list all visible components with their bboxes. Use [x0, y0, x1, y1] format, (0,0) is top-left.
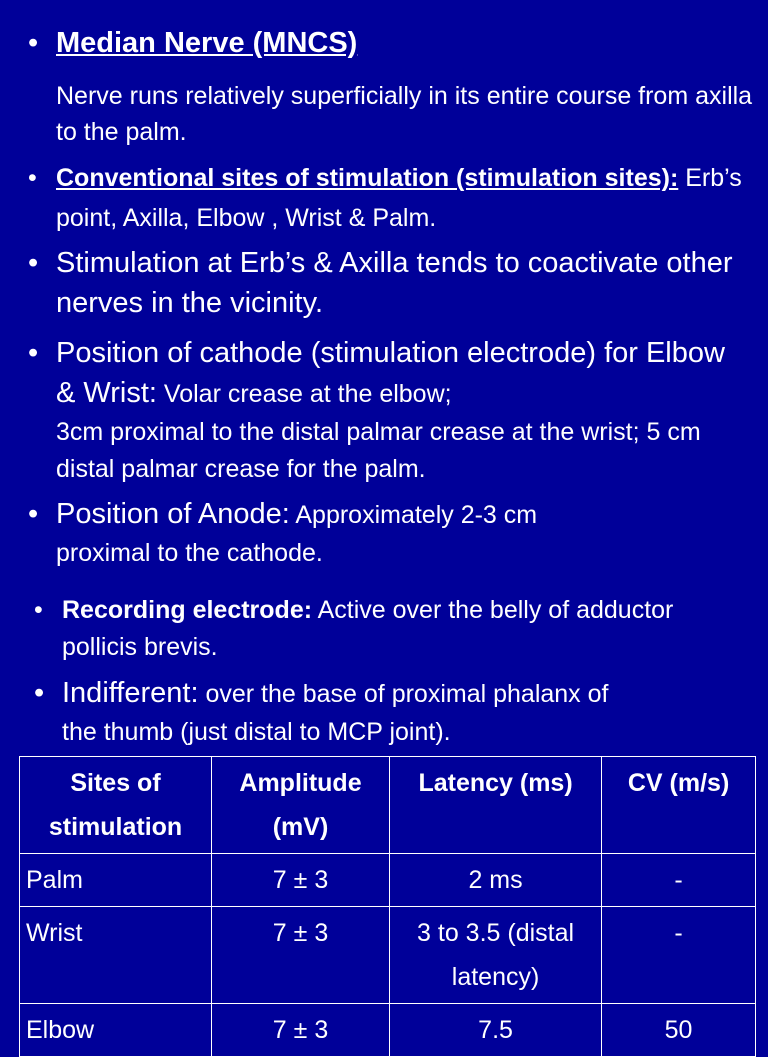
coactivation-text: Stimulation at Erb’s & Axilla tends to coactivate other nerves in the vicinity. [56, 247, 733, 319]
bullet-cathode-position [28, 333, 748, 488]
cell-latency: 3 to 3.5 (distal latency) [389, 907, 601, 1004]
bullet-dot: • [28, 164, 37, 192]
cell-cv: - [602, 854, 756, 907]
header-latency: Latency (ms) [389, 757, 601, 854]
bullet-anode-position [28, 494, 748, 571]
table-row [20, 854, 756, 907]
bullet-dot: • [28, 337, 39, 369]
anode-continuation: proximal to the cathode. [56, 539, 323, 567]
bullet-median-nerve [28, 26, 748, 61]
anode-lead: Position of Anode: [56, 498, 290, 530]
cell-site: Palm [20, 854, 212, 907]
bullet-stimulation-sites [28, 158, 748, 238]
cathode-continuation: 3cm proximal to the distal palmar crease at the wrist; 5 cm distal palmar crease for the palm. [56, 418, 701, 483]
recording-electrode-label: Recording electrode: [62, 596, 313, 624]
bullet-indifferent [34, 673, 748, 750]
header-cv: CV (m/s) [602, 757, 756, 854]
bullet-coactivation [28, 243, 748, 323]
cell-cv: - [602, 907, 756, 1004]
cathode-lead: Position of cathode (stimulation electrode) for Elbow & Wrist: [56, 337, 725, 409]
anode-small: Approximately 2-3 cm [289, 501, 538, 529]
stimulation-sites-label: Conventional sites of stimulation (stimulation sites): [56, 164, 679, 192]
bullet-dot: • [28, 247, 39, 279]
indifferent-continuation: the thumb (just distal to MCP joint). [62, 718, 451, 746]
bullet-dot: • [34, 677, 45, 709]
stimulation-sites-text: Erb’s point, Axilla, Elbow , Wrist & Palm. [56, 164, 742, 232]
indifferent-small: over the base of proximal phalanx of [198, 680, 609, 708]
cell-cv: 50 [602, 1004, 756, 1057]
recording-electrode-text: Active over the belly of adductor pollicis brevis. [62, 596, 674, 661]
cell-site: Wrist [20, 907, 212, 1004]
cell-site: Elbow [20, 1004, 212, 1057]
bullet-dot: • [28, 498, 39, 530]
table-row [20, 1004, 756, 1057]
cell-amplitude: 7 ± 3 [212, 1004, 390, 1057]
header-amplitude: Amplitude (mV) [212, 757, 390, 854]
slide-title: Median Nerve (MNCS) [56, 27, 358, 59]
bullet-dot: • [34, 596, 43, 624]
bullet-recording-electrode [34, 592, 748, 666]
median-nerve-description: Nerve runs relatively superficially in its entire course from axilla to the palm. [56, 82, 753, 146]
cell-latency: 2 ms [389, 854, 601, 907]
table-row [20, 907, 756, 1004]
conduction-table [19, 756, 756, 1057]
table-header-row [20, 757, 756, 854]
bullet-dot: • [28, 27, 39, 59]
cell-amplitude: 7 ± 3 [212, 907, 390, 1004]
header-sites: Sites of stimulation [20, 757, 212, 854]
indifferent-lead: Indifferent: [62, 677, 199, 709]
cathode-small: Volar crease at the elbow; [156, 380, 452, 408]
cell-amplitude: 7 ± 3 [212, 854, 390, 907]
cell-latency: 7.5 [389, 1004, 601, 1057]
